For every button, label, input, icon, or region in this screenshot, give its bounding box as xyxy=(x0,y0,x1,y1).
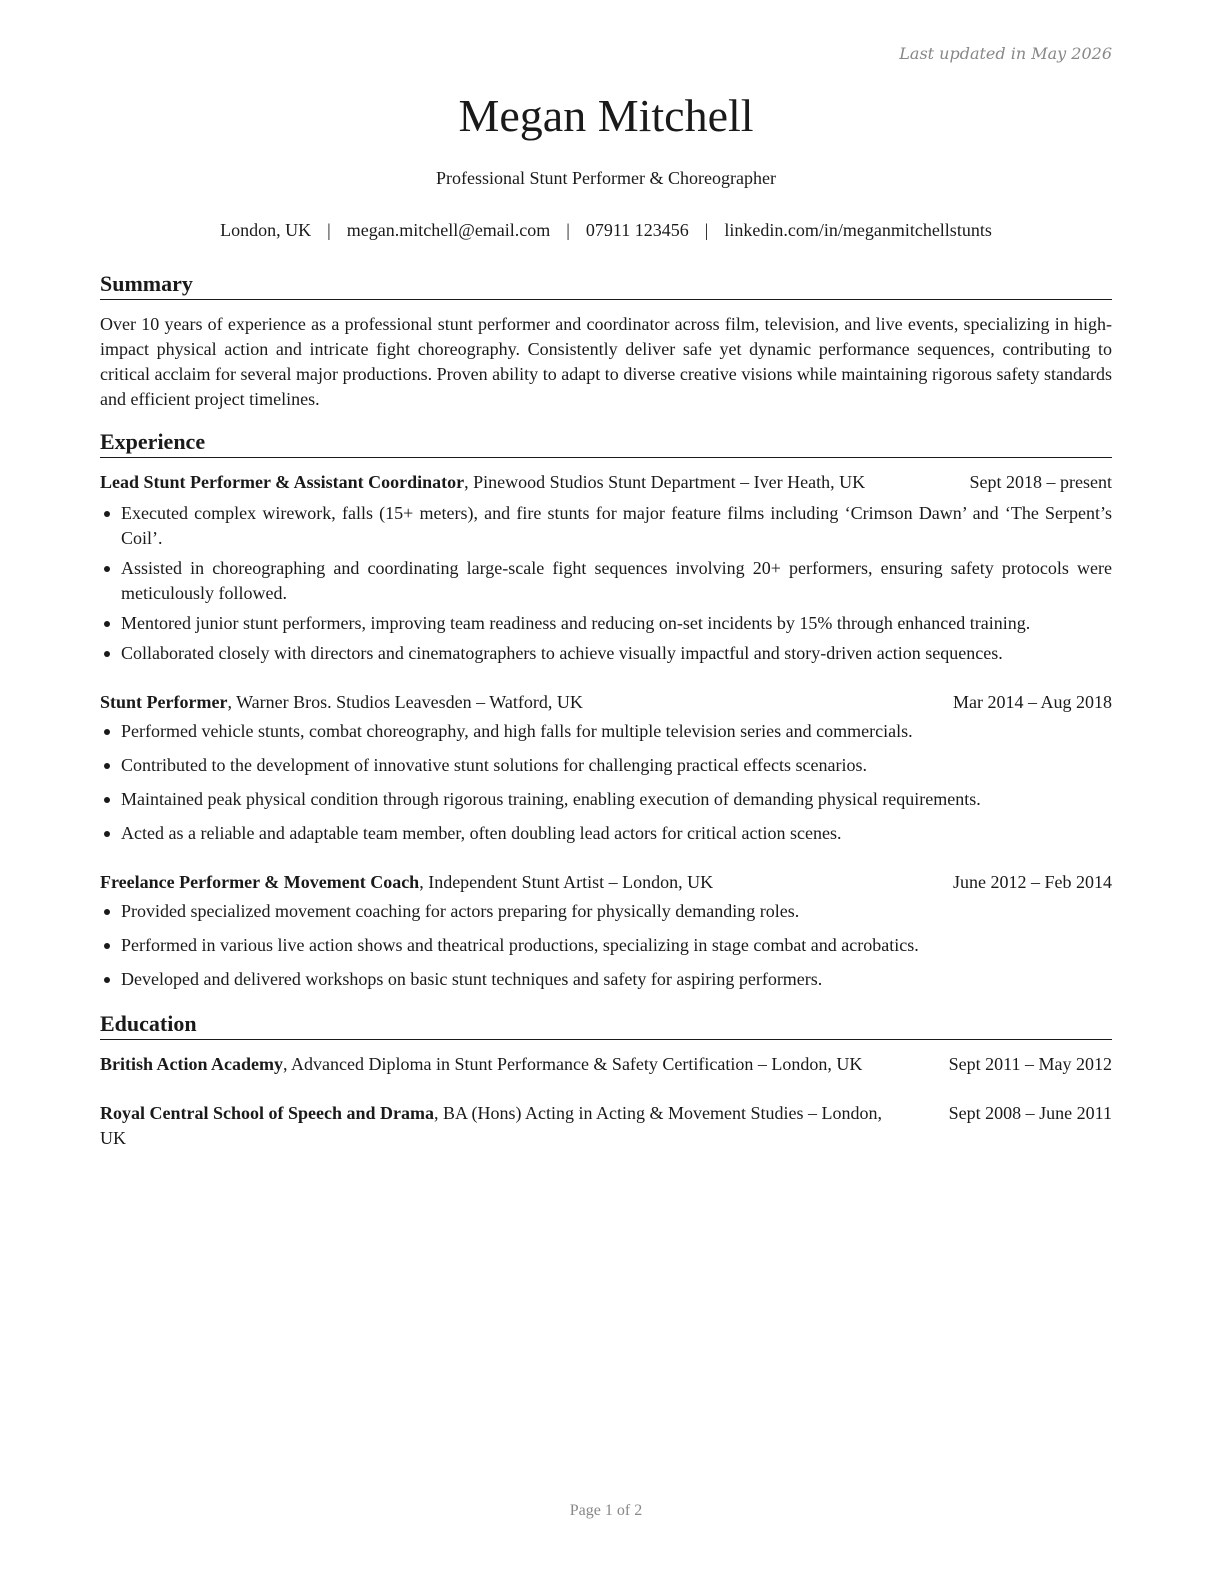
experience-entry xyxy=(100,690,1112,846)
section-title-education: Education xyxy=(100,1010,1112,1040)
contact-separator: | xyxy=(704,220,709,240)
job-organization: , Warner Bros. Studios Leavesden – Watford, UK xyxy=(227,692,583,712)
job-bullet: Collaborated closely with directors and cinematographers to achieve visually impactful and story-driven action sequences. xyxy=(100,641,1112,666)
job-bullet: Executed complex wirework, falls (15+ meters), and fire stunts for major feature films including ‘Crimson Dawn’ and ‘The Serpent’s Coil’. xyxy=(100,501,1112,551)
job-bullet: Assisted in choreographing and coordinating large-scale fight sequences involving 20+ performers, ensuring safety protocols were meticulously followed. xyxy=(100,556,1112,606)
education-entry xyxy=(100,1052,1112,1077)
job-role: Stunt Performer xyxy=(100,692,228,712)
resume-page xyxy=(100,0,1112,1584)
education-entry-heading xyxy=(100,1101,949,1151)
education-detail: , BA (Hons) Acting in Acting & Movement Studies – London, UK xyxy=(100,1103,882,1148)
education-entry-header xyxy=(100,1052,1112,1077)
job-organization: , Independent Stunt Artist – London, UK xyxy=(419,872,714,892)
page-number: Page 1 of 2 xyxy=(569,1502,643,1519)
experience-entry-header xyxy=(100,870,1112,895)
resume-content xyxy=(100,270,1112,1165)
summary-text: Over 10 years of experience as a professional stunt performer and coordinator across film, television, and live events, specializing in high-impact physical action and intricate fight choreography. Consistently deliver safe yet dynamic performance sequences, contributing to critical acclaim for several major productions. Proven ability to adapt to diverse creative visions while maintaining rigorous safety standards and efficient project timelines. xyxy=(100,314,1112,409)
education-detail: , Advanced Diploma in Stunt Performance & Safety Certification – London, UK xyxy=(283,1054,863,1074)
last-updated-note: Last updated in May 2026 xyxy=(899,44,1112,63)
job-bullet: Mentored junior stunt performers, improving team readiness and reducing on-set incidents by 15% through enhanced training. xyxy=(100,611,1112,636)
experience-entry-heading xyxy=(100,470,970,495)
job-bullet-list xyxy=(100,899,1112,992)
candidate-subtitle: Professional Stunt Performer & Choreographer xyxy=(436,168,776,188)
experience-entry-header xyxy=(100,690,1112,715)
experience-entry-heading xyxy=(100,690,953,715)
job-bullet: Contributed to the development of innovative stunt solutions for challenging practical effects scenarios. xyxy=(100,753,1112,778)
education-entry xyxy=(100,1101,1112,1151)
education-entry-heading xyxy=(100,1052,949,1077)
section-title-summary: Summary xyxy=(100,270,1112,300)
job-dates: Mar 2014 – Aug 2018 xyxy=(953,692,1112,712)
experience-entry xyxy=(100,870,1112,992)
school-name: British Action Academy xyxy=(100,1054,283,1074)
experience-entry-heading xyxy=(100,870,953,895)
job-bullet: Performed in various live action shows and theatrical productions, specializing in stage combat and acrobatics. xyxy=(100,933,1112,958)
job-bullet: Performed vehicle stunts, combat choreography, and high falls for multiple television series and commercials. xyxy=(100,719,1112,744)
job-dates: Sept 2018 – present xyxy=(969,472,1112,492)
education-dates: Sept 2008 – June 2011 xyxy=(948,1103,1112,1123)
contact-email[interactable]: megan.mitchell@email.com xyxy=(346,220,551,240)
contact-separator: | xyxy=(566,220,570,240)
experience-entry xyxy=(100,470,1112,666)
contact-phone: 07911 123456 xyxy=(585,220,689,240)
job-bullet: Developed and delivered workshops on basic stunt techniques and safety for aspiring performers. xyxy=(100,967,1112,992)
contact-linkedin[interactable]: linkedin.com/in/meganmitchellstunts xyxy=(724,220,992,240)
contact-location: London, UK xyxy=(220,220,312,240)
school-name: Royal Central School of Speech and Drama xyxy=(100,1103,434,1123)
job-bullet: Provided specialized movement coaching for actors preparing for physically demanding roles. xyxy=(100,899,1112,924)
job-bullet-list xyxy=(100,501,1112,666)
job-dates: June 2012 – Feb 2014 xyxy=(953,872,1112,892)
job-bullet: Maintained peak physical condition through rigorous training, enabling execution of demanding physical requirements. xyxy=(100,787,1112,812)
job-role: Freelance Performer & Movement Coach xyxy=(100,872,420,892)
experience-entry-header xyxy=(100,470,1112,495)
job-bullet: Acted as a reliable and adaptable team member, often doubling lead actors for critical action scenes. xyxy=(100,821,1112,846)
section-title-experience: Experience xyxy=(100,428,1112,458)
contact-separator: | xyxy=(327,220,331,240)
job-bullet-list xyxy=(100,719,1112,846)
education-entry-header xyxy=(100,1101,1112,1151)
contact-line xyxy=(100,220,1112,241)
education-dates: Sept 2011 – May 2012 xyxy=(948,1054,1112,1074)
candidate-name: Megan Mitchell xyxy=(458,90,754,141)
job-organization: , Pinewood Studios Stunt Department – Iver Heath, UK xyxy=(464,472,866,492)
job-role: Lead Stunt Performer & Assistant Coordinator xyxy=(100,472,465,492)
